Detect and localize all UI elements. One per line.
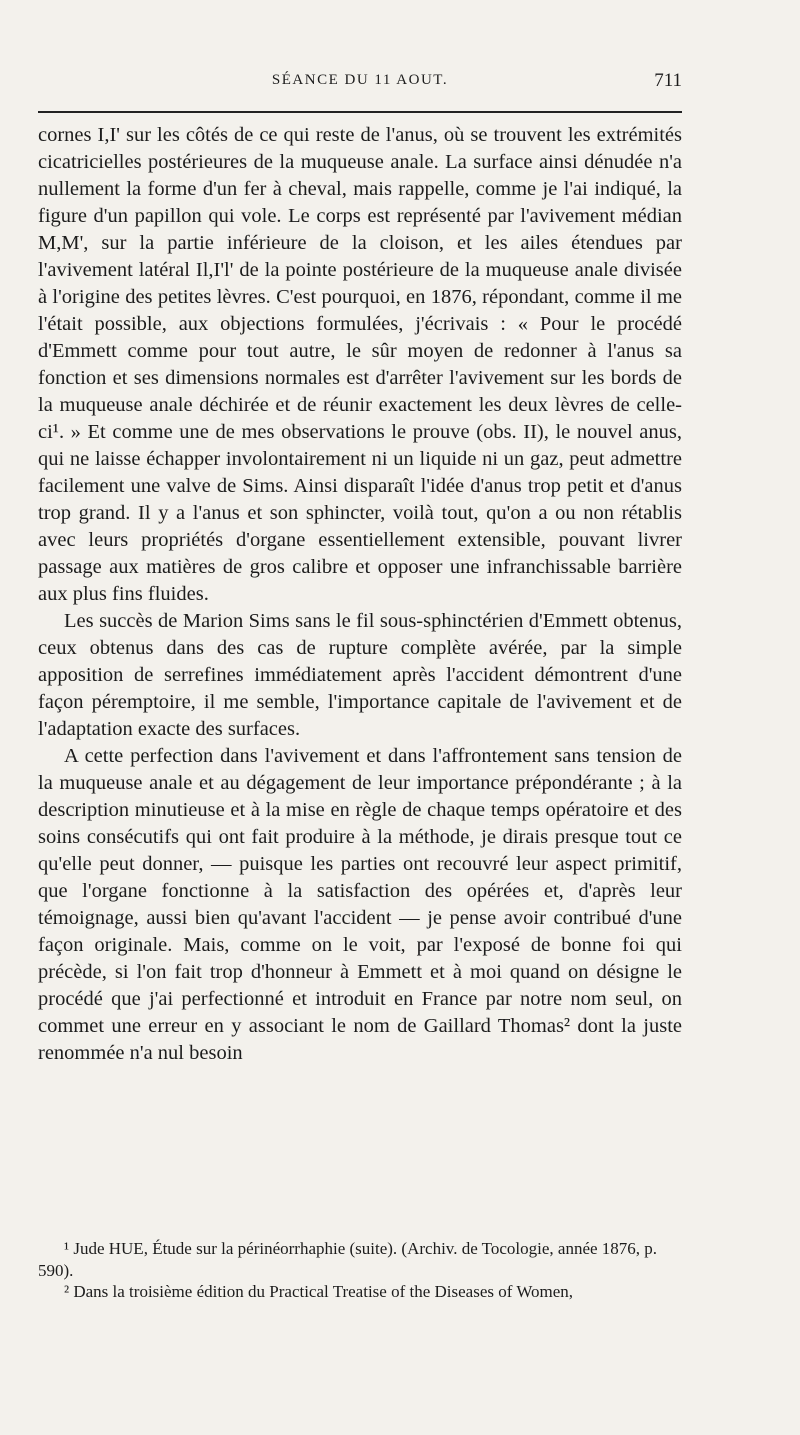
paragraph-3: A cette perfection dans l'avivement et dans l'affrontement sans tension de la muqueuse anale et au dégagement de leur importance prépondérante ; à la description minutieuse et à la mise en règle de chaque temps opératoire et des soins consécutifs qui ont fait produire à la méthode, je dirais presque tout ce qu'elle peut donner, — puisque les parties ont recouvré leur aspect primitif, que l'organe fonctionne à la satisfaction des opérées et, d'après leur témoignage, aussi bien qu'avant l'accident — je pense avoir contribué d'une façon originale. Mais, comme on le voit, par l'exposé de bonne foi qui précède, si l'on fait trop d'honneur à Emmett et à moi quand on désigne le procédé que j'ai perfectionné et introduit en France par notre nom seul, on commet une erreur en y associant le nom de Gaillard Thomas² dont la juste renommée n'a nul besoin (38, 745, 682, 1064)
running-title: SÉANCE DU 11 AOUT. (271, 72, 449, 88)
paragraph-2: Les succès de Marion Sims sans le fil sous-sphinctérien d'Emmett obtenus, ceux obtenus dans des cas de rupture complète avérée, par la simple apposition de serrefines immédiatement après l'accident démontrent d'une façon péremptoire, il me semble, l'importance capitale de l'avivement et de l'adaptation exacte des surfaces. (38, 610, 682, 740)
footnotes (38, 1238, 682, 1303)
body-text (38, 122, 682, 1067)
page-header (38, 72, 682, 102)
footnote-1: ¹ Jude HUE, Étude sur la périnéorrhaphie (suite). (Archiv. de Tocologie, année 1876, p. 590). (38, 1239, 658, 1280)
header-rule (38, 111, 682, 113)
footnote-2: ² Dans la troisième édition du Practical Treatise of the Diseases of Women, (64, 1282, 574, 1301)
page-number: 711 (654, 70, 682, 91)
paragraph-1: cornes I,I' sur les côtés de ce qui reste de l'anus, où se trouvent les extrémités cicatricielles postérieures de la muqueuse anale. La surface ainsi dénudée n'a nullement la forme d'un fer à cheval, mais rappelle, comme je l'ai indiqué, la figure d'un papillon qui vole. Le corps est représenté par l'avivement médian M,M', sur la partie inférieure de la cloison, et les ailes étendues par l'avivement latéral Il,I'l' de la pointe postérieure de la muqueuse anale divisée à l'origine des petites lèvres. C'est pourquoi, en 1876, répondant, comme il me l'était possible, aux objections formulées, j'écrivais : « Pour le procédé d'Emmett comme pour tout autre, le sûr moyen de redonner à l'anus sa fonction et ses dimensions normales est d'arrêter l'avivement sur les bords de la muqueuse anale déchirée et de réunir exactement les deux lèvres de celle-ci¹. » Et comme une de mes observations le prouve (obs. II), le nouvel anus, qui ne laisse échapper involontairement ni un liquide ni un gaz, peut admettre facilement une valve de Sims. Ainsi disparaît l'idée d'anus trop petit et d'anus trop grand. Il y a l'anus et son sphincter, voilà tout, qu'on a ou non rétablis avec leurs propriétés d'organe essentiellement extensible, pouvant livrer passage aux matières de gros calibre et opposer une infranchissable barrière aux plus fins fluides. (38, 124, 682, 605)
